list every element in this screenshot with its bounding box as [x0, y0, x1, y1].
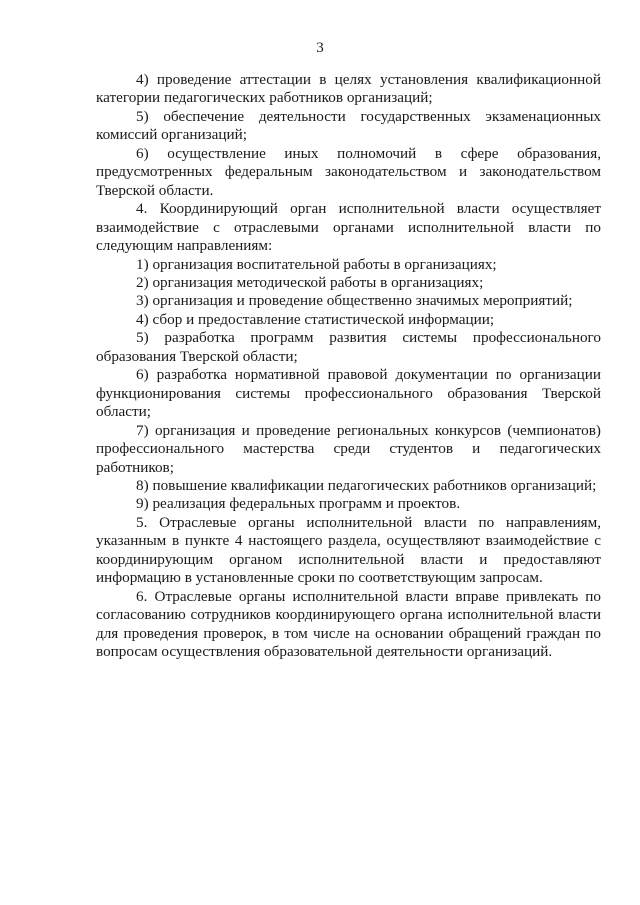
- list-item-9-federal-programs: 9) реализация федеральных программ и проектов.: [136, 495, 461, 513]
- list-item-6-regulatory-documents: 6) разработка нормативной правовой документации по организации функционирования системы профессионального образования Тверской области;: [96, 366, 601, 421]
- paragraph-item-6-other-powers: 6) осуществление иных полномочий в сфере образования, предусмотренных федеральным законодательством и законодательством Тверской области.: [96, 144, 601, 199]
- paragraph-section-5-branch-bodies: 5. Отраслевые органы исполнительной власти по направлениям, указанным в пункте 4 настоящего раздела, осуществляют взаимодействие с координирующим органом исполнительной власти и предоставляют информацию в установленные сроки по соответствующим запросам.: [96, 513, 601, 587]
- list-item-5-development-programs: 5) разработка программ развития системы профессионального образования Тверской области;: [96, 329, 601, 365]
- list-item-7-regional-contests: 7) организация и проведение региональных конкурсов (чемпионатов) профессионального мастерства среди студентов и педагогических работников;: [96, 421, 601, 476]
- list-item-2-methodical-work: 2) организация методической работы в организациях;: [136, 273, 484, 291]
- paragraph-section-6-inspections: 6. Отраслевые органы исполнительной власти вправе привлекать по согласованию сотрудников координирующего органа исполнительной власти для проведения проверок, в том числе на основании обращений граждан по вопросам осуществления образовательной деятельности организаций.: [96, 587, 601, 661]
- list-item-4-statistics: 4) сбор и предоставление статистической информации;: [136, 310, 495, 328]
- paragraph-item-5-exam-commissions: 5) обеспечение деятельности государственных экзаменационных комиссий организаций;: [96, 107, 601, 144]
- paragraph-item-4-attestation: 4) проведение аттестации в целях установления квалификационной категории педагогических работников организаций;: [96, 71, 601, 107]
- list-item-1-educational-work: 1) организация воспитательной работы в организациях;: [136, 255, 497, 273]
- list-item-3-public-events: 3) организация и проведение общественно значимых мероприятий;: [136, 292, 573, 310]
- paragraph-section-4-interaction: 4. Координирующий орган исполнительной власти осуществляет взаимодействие с отраслевыми органами исполнительной власти по следующим направлениям:: [96, 200, 601, 255]
- list-item-8-qualification: 8) повышение квалификации педагогических работников организаций;: [136, 476, 597, 494]
- page-number: 3: [316, 40, 324, 56]
- document-body: [96, 71, 601, 662]
